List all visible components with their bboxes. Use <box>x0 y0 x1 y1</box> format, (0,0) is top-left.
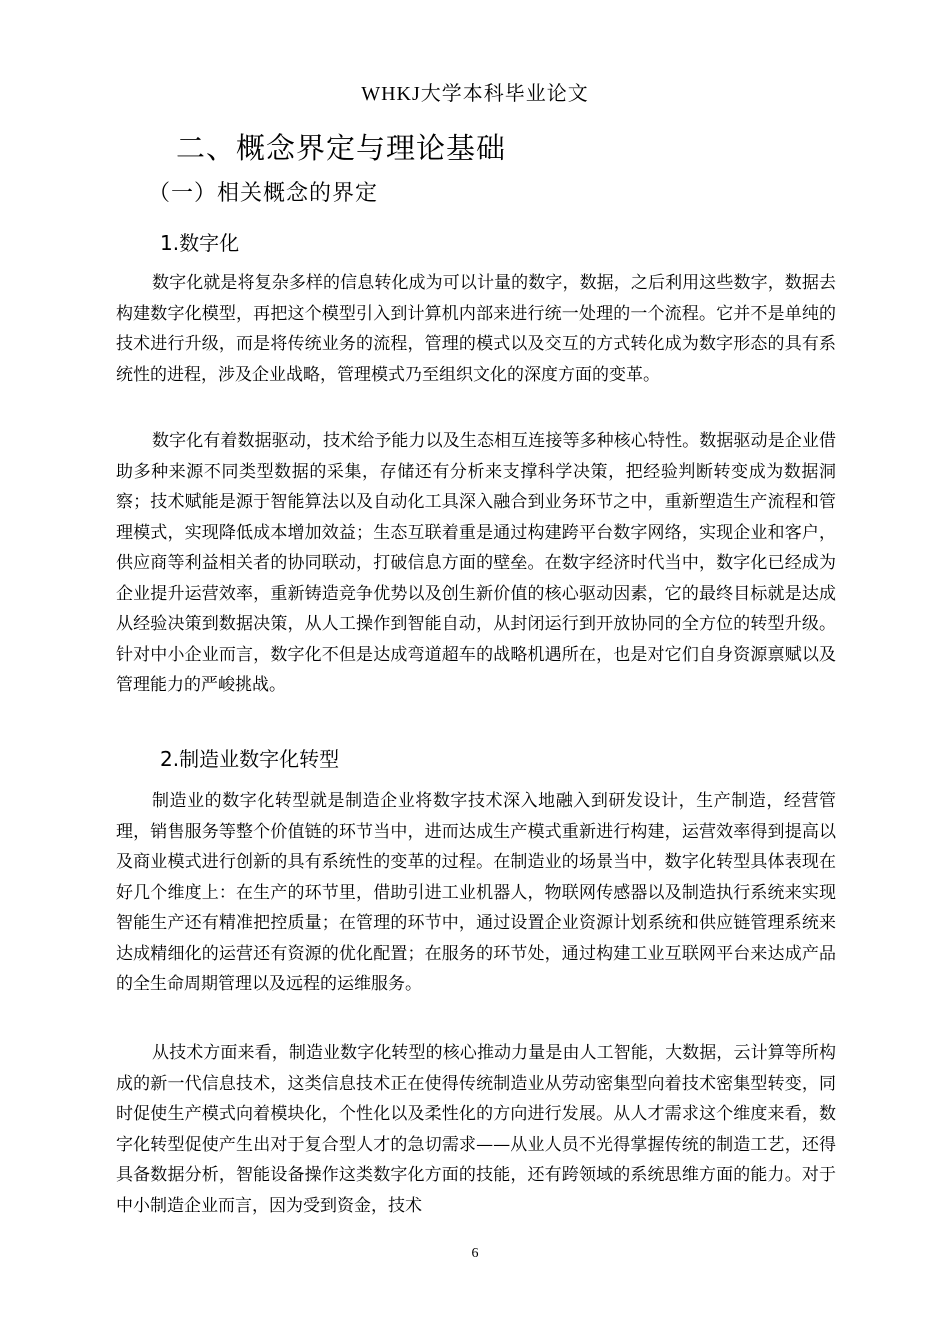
subsection-heading-digitalization: 1.数字化 <box>160 231 240 255</box>
subsection-heading-manufacturing-transformation: 2.制造业数字化转型 <box>160 747 340 771</box>
running-header: WHKJ大学本科毕业论文 <box>361 83 589 105</box>
body-paragraph: 数字化就是将复杂多样的信息转化成为可以计量的数字，数据，之后利用这些数字，数据去构建数字化模型，再把这个模型引入到计算机内部来进行统一处理的一个流程。它并不是单纯的技术进行升级，而是将传统业务的流程，管理的模式以及交互的方式转化成为数字形态的具有系统性的进程，涉及企业战略，管理模式乃至组织文化的深度方面的变革。 <box>116 273 836 385</box>
chapter-title: 二、概念界定与理论基础 <box>176 131 507 165</box>
body-paragraph: 从技术方面来看，制造业数字化转型的核心推动力量是由人工智能，大数据，云计算等所构成的新一代信息技术，这类信息技术正在使得传统制造业从劳动密集型向着技术密集型转变，同时促使生产模式向着模块化，个性化以及柔性化的方向进行发展。从人才需求这个维度来看，数字化转型促使产生出对于复合型人才的急切需求——从业人员不光得掌握传统的制造工艺，还得具备数据分析，智能设备操作这类数字化方面的技能，还有跨领域的系统思维方面的能力。对于中小制造企业而言，因为受到资金，技术 <box>116 1043 836 1216</box>
body-paragraph: 数字化有着数据驱动，技术给予能力以及生态相互连接等多种核心特性。数据驱动是企业借助多种来源不同类型数据的采集，存储还有分析来支撑科学决策，把经验判断转变成为数据洞察；技术赋能是源于智能算法以及自动化工具深入融合到业务环节之中，重新塑造生产流程和管理模式，实现降低成本增加效益；生态互联着重是通过构建跨平台数字网络，实现企业和客户，供应商等利益相关者的协同联动，打破信息方面的壁垒。在数字经济时代当中，数字化已经成为企业提升运营效率，重新铸造竞争优势以及创生新价值的核心驱动因素，它的最终目标就是达成从经验决策到数据决策，从人工操作到智能自动，从封闭运行到开放协同的全方位的转型升级。针对中小企业而言，数字化不但是达成弯道超车的战略机遇所在，也是对它们自身资源禀赋以及管理能力的严峻挑战。 <box>116 431 836 695</box>
body-paragraph: 制造业的数字化转型就是制造企业将数字技术深入地融入到研发设计，生产制造，经营管理，销售服务等整个价值链的环节当中，进而达成生产模式重新进行构建，运营效率得到提高以及商业模式进行创新的具有系统性的变革的过程。在制造业的场景当中，数字化转型具体表现在好几个维度上：在生产的环节里，借助引进工业机器人，物联网传感器以及制造执行系统来实现智能生产还有精准把控质量；在管理的环节中，通过设置企业资源计划系统和供应链管理系统来达成精细化的运营还有资源的优化配置；在服务的环节处，通过构建工业互联网平台来达成产品的全生命周期管理以及远程的运维服务。 <box>116 791 836 994</box>
section-title: （一）相关概念的界定 <box>148 181 379 206</box>
page-number: 6 <box>471 1246 479 1261</box>
